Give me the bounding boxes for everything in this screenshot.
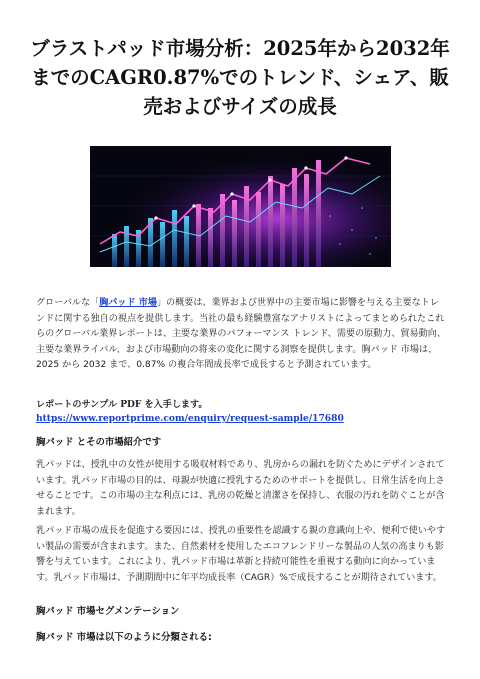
breast-pad-description-paragraph: 乳パッドは、授乳中の女性が使用する吸収材料であり、乳房からの漏れを防ぐためにデザインされています。乳パッド市場の目的は、母親が快適に授乳するためのサポートを提供し、日常生活を向上させることです。この市場の主な利点には、乳房の乾燥と清潔さを保持し、衣服の汚れを防ぐことが含まれます。: [36, 460, 445, 517]
section-heading-classification: 胸パッド 市場は以下のように分類される:: [36, 632, 212, 643]
market-link[interactable]: 胸パッド 市場: [99, 298, 157, 308]
intro-suffix: 」の概要は、業界および世界中の主要市場に影響を与える主要なトレンドに関する独自の視点を提供します。当社の最も経験豊富なアナリストによってまとめられたこれらのグローバル業界レポートは、主要な業界のパフォーマンス トレンド、需要の原動力、貿易動向、主要な業界ライバル、および市場動向の将来の変化に関する洞察を提供します。胸パッド 市場は、2025 から 2032 まで、0.87% の複合年間成長率で成長すると予測されています。: [36, 298, 446, 371]
intro-prefix: グローバルな「: [36, 298, 100, 308]
page-title: ブラストパッド市場分析：2025年から2032年までのCAGR0.87%でのトレンド、シェア、販売およびサイズの成長: [30, 37, 450, 118]
section-heading-intro: 胸パッド とその市場紹介です: [36, 437, 162, 448]
section-heading-segmentation: 胸パッド 市場セグメンテーション: [36, 606, 180, 617]
market-chart-illustration: [90, 146, 391, 267]
sample-label: レポートのサンプル PDF を入手します。: [36, 399, 208, 410]
market-growth-paragraph: 乳パッド市場の成長を促進する要因には、授乳の重要性を認識する親の意識向上や、便利で使いやすい製品の需要が含まれます。また、自然素材を使用したエコフレンドリーな製品の人気の高まりも影響を与えています。これにより、乳パッド市場は革新と持続可能性を重視する動向に向かっています。乳パッド市場は、予測期間中に年平均成長率（CAGR）%で成長することが期待されています。: [36, 526, 446, 583]
sample-request-link[interactable]: https://www.reportprime.com/enquiry/request-sample/17680: [36, 413, 344, 424]
hero-image: [90, 146, 391, 267]
sample-request-line: [36, 398, 446, 426]
intro-paragraph: [36, 296, 446, 374]
